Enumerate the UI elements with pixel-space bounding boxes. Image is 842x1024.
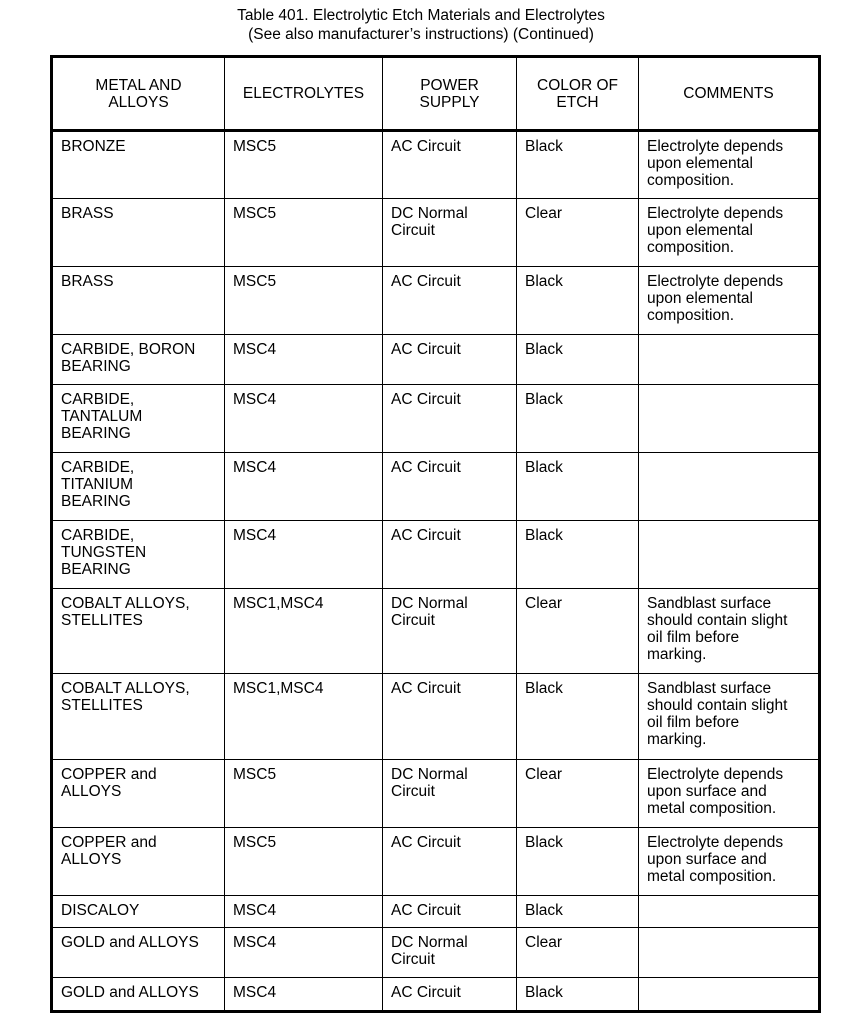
cell-metal: BRASS (52, 199, 225, 267)
cell-etch-color: Black (517, 385, 639, 453)
cell-comments: Sandblast surface should contain slight oil film before marking. (639, 674, 820, 760)
cell-power-supply: AC Circuit (383, 521, 517, 589)
header-comments: COMMENTS (639, 57, 820, 131)
cell-etch-color: Black (517, 521, 639, 589)
cell-power-supply: AC Circuit (383, 335, 517, 385)
cell-metal: GOLD and ALLOYS (52, 928, 225, 978)
cell-etch-color: Black (517, 453, 639, 521)
cell-comments (639, 385, 820, 453)
cell-power-supply: DC Normal Circuit (383, 199, 517, 267)
caption-title: Table 401. Electrolytic Etch Materials and Electrolytes (237, 7, 605, 24)
cell-etch-color: Black (517, 335, 639, 385)
cell-metal: CARBIDE, BORON BEARING (52, 335, 225, 385)
table-row (52, 760, 820, 828)
header-color-of-etch: COLOR OF ETCH (517, 57, 639, 131)
table-row (52, 131, 820, 199)
cell-power-supply: DC Normal Circuit (383, 928, 517, 978)
cell-power-supply: AC Circuit (383, 385, 517, 453)
cell-electrolyte: MSC4 (225, 521, 383, 589)
table-row (52, 589, 820, 674)
cell-electrolyte: MSC4 (225, 978, 383, 1012)
cell-power-supply: AC Circuit (383, 828, 517, 896)
cell-metal: COBALT ALLOYS, STELLITES (52, 674, 225, 760)
cell-etch-color: Clear (517, 928, 639, 978)
cell-metal: COBALT ALLOYS, STELLITES (52, 589, 225, 674)
cell-etch-color: Black (517, 674, 639, 760)
cell-etch-color: Black (517, 828, 639, 896)
table-row (52, 928, 820, 978)
cell-comments: Electrolyte depends upon elemental composition. (639, 131, 820, 199)
cell-comments: Electrolyte depends upon surface and metal composition. (639, 760, 820, 828)
cell-comments (639, 896, 820, 928)
table-caption (0, 6, 842, 44)
cell-electrolyte: MSC5 (225, 760, 383, 828)
table-row (52, 385, 820, 453)
etch-materials-table (50, 55, 821, 1013)
cell-etch-color: Black (517, 131, 639, 199)
cell-comments (639, 335, 820, 385)
cell-power-supply: AC Circuit (383, 267, 517, 335)
cell-electrolyte: MSC4 (225, 385, 383, 453)
cell-power-supply: AC Circuit (383, 674, 517, 760)
cell-comments: Electrolyte depends upon surface and metal composition. (639, 828, 820, 896)
cell-etch-color: Black (517, 267, 639, 335)
caption-subtitle: (See also manufacturer’s instructions) (Continued) (248, 26, 594, 43)
table-row (52, 521, 820, 589)
cell-electrolyte: MSC5 (225, 131, 383, 199)
cell-metal: GOLD and ALLOYS (52, 978, 225, 1012)
cell-etch-color: Clear (517, 199, 639, 267)
cell-metal: BRASS (52, 267, 225, 335)
cell-etch-color: Black (517, 896, 639, 928)
cell-metal: DISCALOY (52, 896, 225, 928)
cell-comments (639, 978, 820, 1012)
cell-metal: CARBIDE, TANTALUM BEARING (52, 385, 225, 453)
table-row (52, 199, 820, 267)
cell-metal: COPPER and ALLOYS (52, 828, 225, 896)
cell-power-supply: AC Circuit (383, 896, 517, 928)
cell-electrolyte: MSC4 (225, 928, 383, 978)
cell-metal: CARBIDE, TITANIUM BEARING (52, 453, 225, 521)
table-row (52, 978, 820, 1012)
cell-power-supply: AC Circuit (383, 978, 517, 1012)
cell-comments: Sandblast surface should contain slight oil film before marking. (639, 589, 820, 674)
table-row (52, 828, 820, 896)
cell-comments: Electrolyte depends upon elemental composition. (639, 267, 820, 335)
header-power-supply: POWER SUPPLY (383, 57, 517, 131)
cell-power-supply: DC Normal Circuit (383, 589, 517, 674)
cell-electrolyte: MSC4 (225, 335, 383, 385)
cell-electrolyte: MSC5 (225, 828, 383, 896)
cell-comments: Electrolyte depends upon elemental composition. (639, 199, 820, 267)
table-row (52, 674, 820, 760)
cell-electrolyte: MSC5 (225, 199, 383, 267)
cell-comments (639, 453, 820, 521)
cell-power-supply: AC Circuit (383, 453, 517, 521)
table-row (52, 896, 820, 928)
cell-etch-color: Clear (517, 589, 639, 674)
header-metal-and-alloys: METAL AND ALLOYS (52, 57, 225, 131)
table-body (52, 131, 820, 1012)
cell-power-supply: DC Normal Circuit (383, 760, 517, 828)
cell-electrolyte: MSC5 (225, 267, 383, 335)
cell-metal: BRONZE (52, 131, 225, 199)
cell-comments (639, 521, 820, 589)
cell-electrolyte: MSC1,MSC4 (225, 589, 383, 674)
cell-etch-color: Black (517, 978, 639, 1012)
table-row (52, 267, 820, 335)
table-row (52, 335, 820, 385)
cell-electrolyte: MSC4 (225, 896, 383, 928)
header-electrolytes: ELECTROLYTES (225, 57, 383, 131)
cell-electrolyte: MSC1,MSC4 (225, 674, 383, 760)
cell-etch-color: Clear (517, 760, 639, 828)
cell-electrolyte: MSC4 (225, 453, 383, 521)
table-header-row (52, 57, 820, 131)
cell-power-supply: AC Circuit (383, 131, 517, 199)
cell-metal: CARBIDE, TUNGSTEN BEARING (52, 521, 225, 589)
cell-comments (639, 928, 820, 978)
table-row (52, 453, 820, 521)
cell-metal: COPPER and ALLOYS (52, 760, 225, 828)
